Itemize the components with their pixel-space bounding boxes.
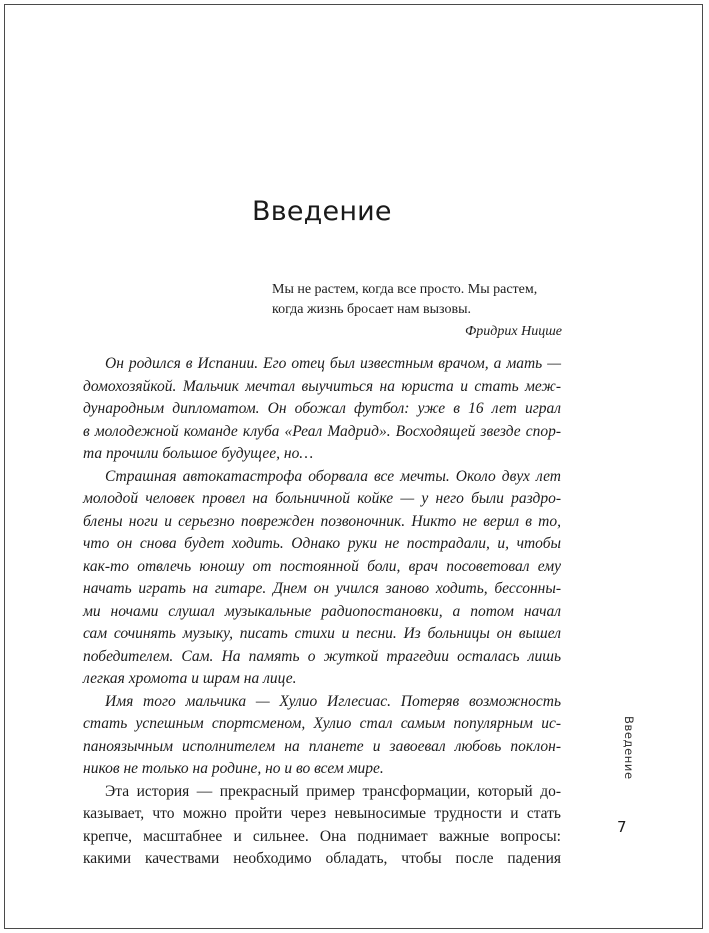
epigraph-line: когда жизнь бросает нам вызовы. [272,301,471,317]
text-line: какими качествами необходимо обладать, чтобы после падения [83,850,561,867]
running-head: Введение [622,716,636,780]
epigraph [272,280,562,342]
paragraph-4 [83,781,561,871]
body-text [83,353,561,871]
text-line: что он снова будет ходить. Однако руки не пострадали, и, чтобы [83,535,561,552]
text-line: домохозяйкой. Мальчик мечтал выучиться на юриста и стать меж- [83,377,561,395]
text-line: блены ноги и серьезно поврежден позвоночник. Никто не верил в то, [83,512,561,530]
text-line: та прочили большое будущее, но… [83,445,314,462]
epigraph-line: Мы не растем, когда все просто. Мы растем, [272,282,538,297]
text-line: легкая хромота и шрам на лице. [83,670,297,687]
text-line: сам сочинять музыку, писать стихи и песни. Из больницы он вышел [83,625,561,642]
text-line: крепче, масштабнее и сильнее. Она поднимает важные вопросы: [83,827,561,845]
text-line: начать играть на гитаре. Днем он учился заново ходить, бессонны- [83,580,561,597]
text-line: паноязычным исполнителем на планете и завоевал любовь поклон- [83,737,561,755]
text-line: Эта история — прекрасный пример трансформации, который до- [105,782,561,800]
paragraph-2 [83,466,561,691]
paragraph-1 [83,353,561,466]
text-line: в молодежной команде клуба «Реал Мадрид». Восходящей звезде спор- [83,422,561,440]
text-line: Он родился в Испании. Его отец был известным врачом, а мать — [105,355,561,372]
text-line: ми ночами слушал музыкальные радиопостановки, а потом начал [83,602,561,620]
text-line: Имя того мальчика — Хулио Иглесиас. Потеряв возможность [105,692,561,710]
text-line: Страшная автокатастрофа оборвала все мечты. Около двух лет [105,467,561,485]
text-line: как-то отвлечь юношу от постоянной боли, врач посоветовал ему [83,557,561,575]
text-line: молодой человек провел на больничной койке — у него были раздро- [83,490,561,507]
text-line: ников не только на родине, но и во всем мире. [83,760,384,777]
epigraph-author: Фридрих Ницше [465,324,562,339]
text-line: казывает, что можно пройти через невыносимые трудности и стать [83,805,561,822]
text-line: дународным дипломатом. Он обожал футбол: уже в 16 лет играл [83,400,561,417]
chapter-title: Введение [252,196,392,227]
paragraph-3 [83,691,561,781]
text-line: стать успешным спортсменом, Хулио стал самым популярным ис- [83,715,561,732]
text-line: победителем. Сам. На память о жуткой трагедии осталась лишь [83,647,561,665]
page-number: 7 [617,818,627,836]
